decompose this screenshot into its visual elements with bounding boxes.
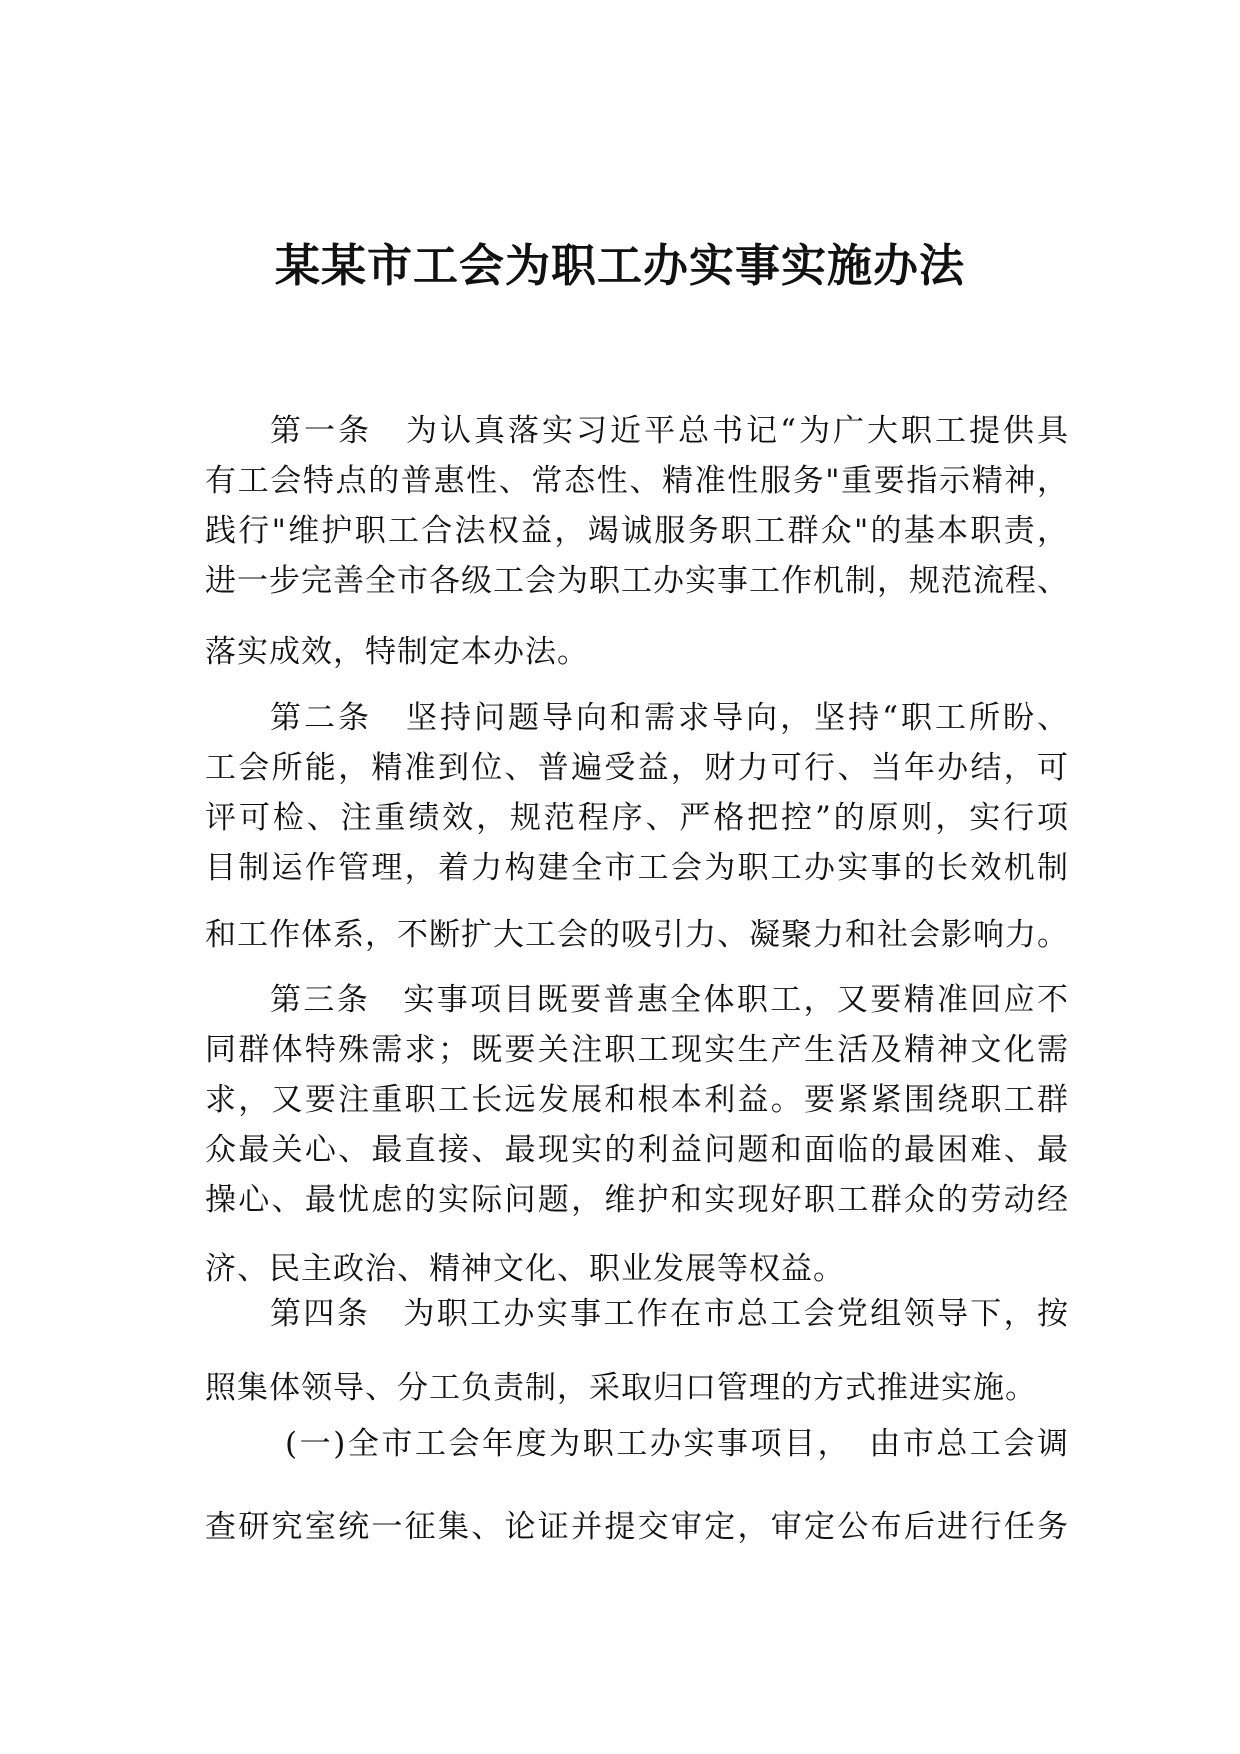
paragraph-line: 第一条 为认真落实习近平总书记“为广大职工提供具: [270, 413, 1069, 449]
paragraph-line: 有工会特点的普惠性、常态性、精准性服务"重要指示精神，: [205, 463, 1069, 499]
paragraph-line: 践行"维护职工合法权益，竭诚服务职工群众"的基本职责，: [205, 513, 1069, 549]
paragraph-line: 济、民主政治、精神文化、职业发展等权益。: [205, 1251, 845, 1287]
paragraph-line: 操心、最忧虑的实际问题，维护和实现好职工群众的劳动经: [205, 1182, 1069, 1218]
paragraph-line: 求，又要注重职工长远发展和根本利益。要紧紧围绕职工群: [205, 1082, 1069, 1118]
paragraph-line: 照集体领导、分工负责制，采取归口管理的方式推进实施。: [205, 1370, 1037, 1406]
paragraph-line: 同群体特殊需求；既要关注职工现实生产生活及精神文化需: [205, 1032, 1069, 1068]
paragraph-line: 查研究室统一征集、论证并提交审定，审定公布后进行任务: [205, 1509, 1069, 1545]
paragraph-line: 落实成效，特制定本办法。: [205, 634, 589, 670]
paragraph-line: 目制运作管理，着力构建全市工会为职工办实事的长效机制: [205, 850, 1069, 886]
document-title: 某某市工会为职工办实事实施办法: [274, 239, 965, 292]
paragraph-line: 进一步完善全市各级工会为职工办实事工作机制，规范流程、: [205, 563, 1069, 599]
paragraph-line: 评可检、注重绩效，规范程序、严格把控”的原则，实行项: [205, 800, 1069, 836]
paragraph-line: 第四条 为职工办实事工作在市总工会党组领导下，按: [270, 1296, 1069, 1332]
paragraph-line: 工会所能，精准到位、普遍受益，财力可行、当年办结，可: [205, 750, 1069, 786]
paragraph-line: (一)全市工会年度为职工办实事项目， 由市总工会调: [285, 1426, 1069, 1462]
paragraph-line: 众最关心、最直接、最现实的利益问题和面临的最困难、最: [205, 1132, 1069, 1168]
paragraph-line: 第二条 坚持问题导向和需求导向，坚持“职工所盼、: [270, 700, 1069, 736]
paragraph-line: 第三条 实事项目既要普惠全体职工，又要精准回应不: [270, 982, 1069, 1018]
paragraph-line: 和工作体系，不断扩大工会的吸引力、凝聚力和社会影响力。: [205, 917, 1069, 953]
